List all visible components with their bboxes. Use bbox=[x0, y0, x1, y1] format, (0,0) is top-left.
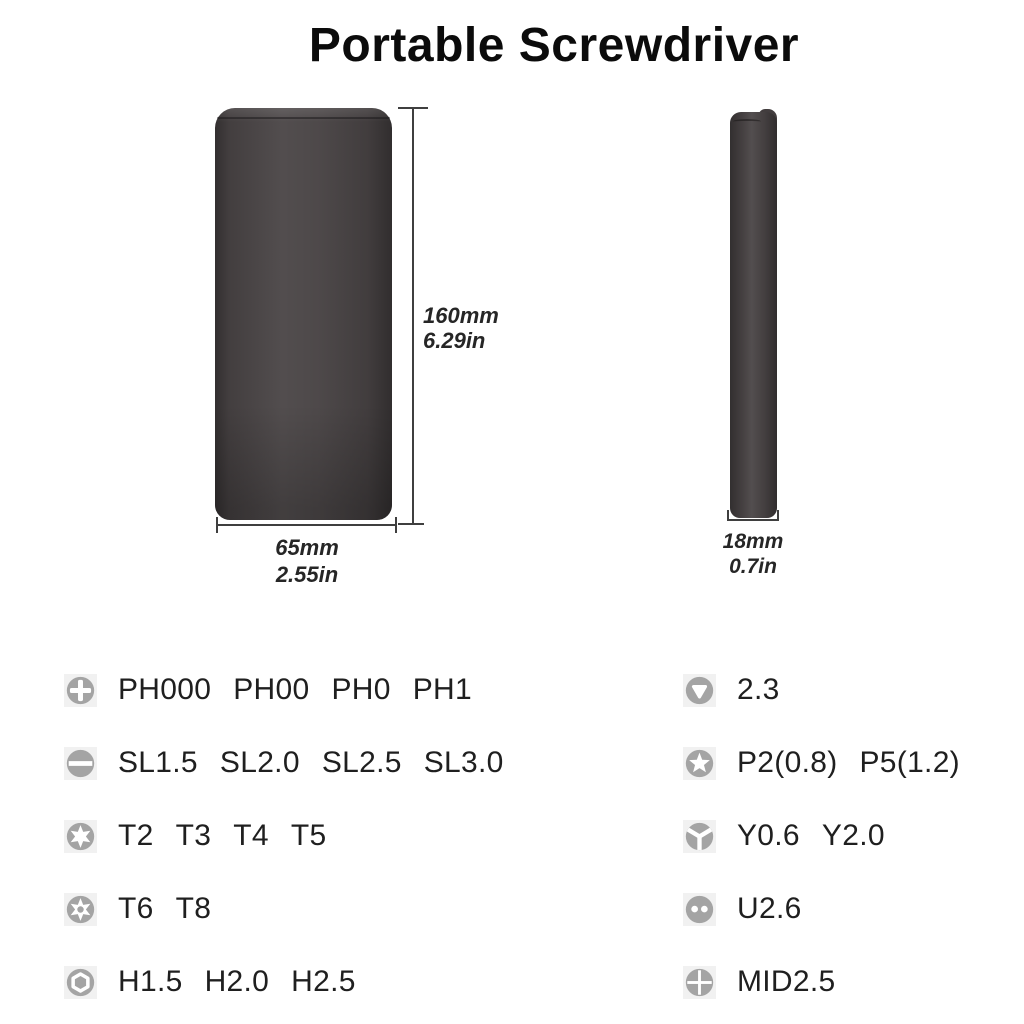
width-dimension-label bbox=[217, 534, 397, 588]
bit-sizes bbox=[737, 746, 960, 780]
bit-size: SL1.5 bbox=[118, 746, 198, 779]
side-width-dimension-cap-left bbox=[727, 510, 729, 521]
bit-row bbox=[66, 748, 504, 778]
bit-row bbox=[685, 967, 960, 997]
side-width-dimension-cap-right bbox=[777, 510, 779, 521]
triangle-icon bbox=[683, 674, 716, 707]
bit-size: SL3.0 bbox=[423, 746, 504, 779]
bit-row bbox=[66, 967, 504, 997]
bit-size: SL2.5 bbox=[321, 746, 402, 779]
page-title: Portable Screwdriver bbox=[308, 19, 800, 72]
bit-size: Y0.6 bbox=[737, 819, 800, 852]
torx-security-icon bbox=[64, 893, 97, 926]
height-dimension-cap-bottom bbox=[398, 523, 424, 525]
bit-sizes bbox=[118, 892, 211, 926]
bit-size: T3 bbox=[175, 819, 212, 852]
bit-sizes bbox=[118, 673, 472, 707]
bit-size: H1.5 bbox=[118, 965, 183, 998]
width-dimension-cap-right bbox=[395, 517, 397, 533]
bit-row bbox=[685, 748, 960, 778]
side-width-dimension-label bbox=[703, 529, 803, 579]
mid-icon bbox=[683, 966, 716, 999]
bit-size: T4 bbox=[233, 819, 269, 852]
bits-column-right bbox=[685, 675, 960, 997]
triwing-icon bbox=[683, 820, 716, 853]
bit-size: H2.0 bbox=[204, 965, 270, 998]
bit-sizes bbox=[737, 673, 780, 707]
bit-size: H2.5 bbox=[291, 965, 356, 998]
bit-sizes bbox=[118, 965, 356, 999]
bit-size: P5(1.2) bbox=[859, 746, 960, 779]
bit-row bbox=[685, 894, 960, 924]
height-dimension-label bbox=[423, 303, 499, 353]
bit-size: Y2.0 bbox=[821, 819, 885, 852]
side-width-in-label: 0.7in bbox=[729, 555, 777, 578]
height-mm-label: 160mm bbox=[423, 303, 499, 328]
bit-size: T8 bbox=[175, 892, 212, 925]
bit-size: T2 bbox=[118, 819, 154, 852]
torx-icon bbox=[64, 820, 97, 853]
bit-sizes bbox=[737, 965, 836, 999]
bit-row bbox=[685, 821, 960, 851]
bit-size: MID2.5 bbox=[737, 965, 836, 998]
bit-size: P2(0.8) bbox=[737, 746, 838, 779]
slotted-icon bbox=[64, 747, 97, 780]
height-dimension-line bbox=[412, 108, 414, 525]
bit-size: PH000 bbox=[118, 673, 212, 706]
width-dimension-cap-left bbox=[216, 517, 218, 533]
bit-size: PH0 bbox=[331, 673, 391, 706]
bit-size: T5 bbox=[290, 819, 327, 852]
bit-row bbox=[685, 675, 960, 705]
bit-row bbox=[66, 894, 504, 924]
u-type-icon bbox=[683, 893, 716, 926]
hex-icon bbox=[64, 966, 97, 999]
side-width-dimension-line bbox=[727, 519, 779, 521]
width-mm-label: 65mm bbox=[275, 535, 339, 560]
side-width-mm-label: 18mm bbox=[722, 530, 784, 553]
bit-sizes bbox=[737, 892, 802, 926]
bit-row bbox=[66, 821, 504, 851]
phillips-icon bbox=[64, 674, 97, 707]
screwdriver-side-view bbox=[730, 112, 777, 518]
height-dimension-cap-top bbox=[398, 107, 428, 109]
bits-column-left bbox=[66, 675, 504, 997]
pentalobe-icon bbox=[683, 747, 716, 780]
bit-sizes bbox=[118, 746, 504, 780]
height-in-label: 6.29in bbox=[423, 328, 486, 353]
bit-row bbox=[66, 675, 504, 705]
screwdriver-front-view bbox=[215, 108, 392, 520]
bit-size: 2.3 bbox=[737, 673, 780, 706]
bit-size: SL2.0 bbox=[219, 746, 300, 779]
bit-sizes bbox=[737, 819, 885, 853]
bit-size: PH00 bbox=[233, 673, 310, 706]
bit-size: T6 bbox=[118, 892, 154, 925]
bit-size: U2.6 bbox=[737, 892, 802, 925]
width-in-label: 2.55in bbox=[275, 562, 339, 587]
width-dimension-line bbox=[216, 524, 397, 526]
bit-sizes bbox=[118, 819, 327, 853]
bit-size: PH1 bbox=[412, 673, 473, 706]
